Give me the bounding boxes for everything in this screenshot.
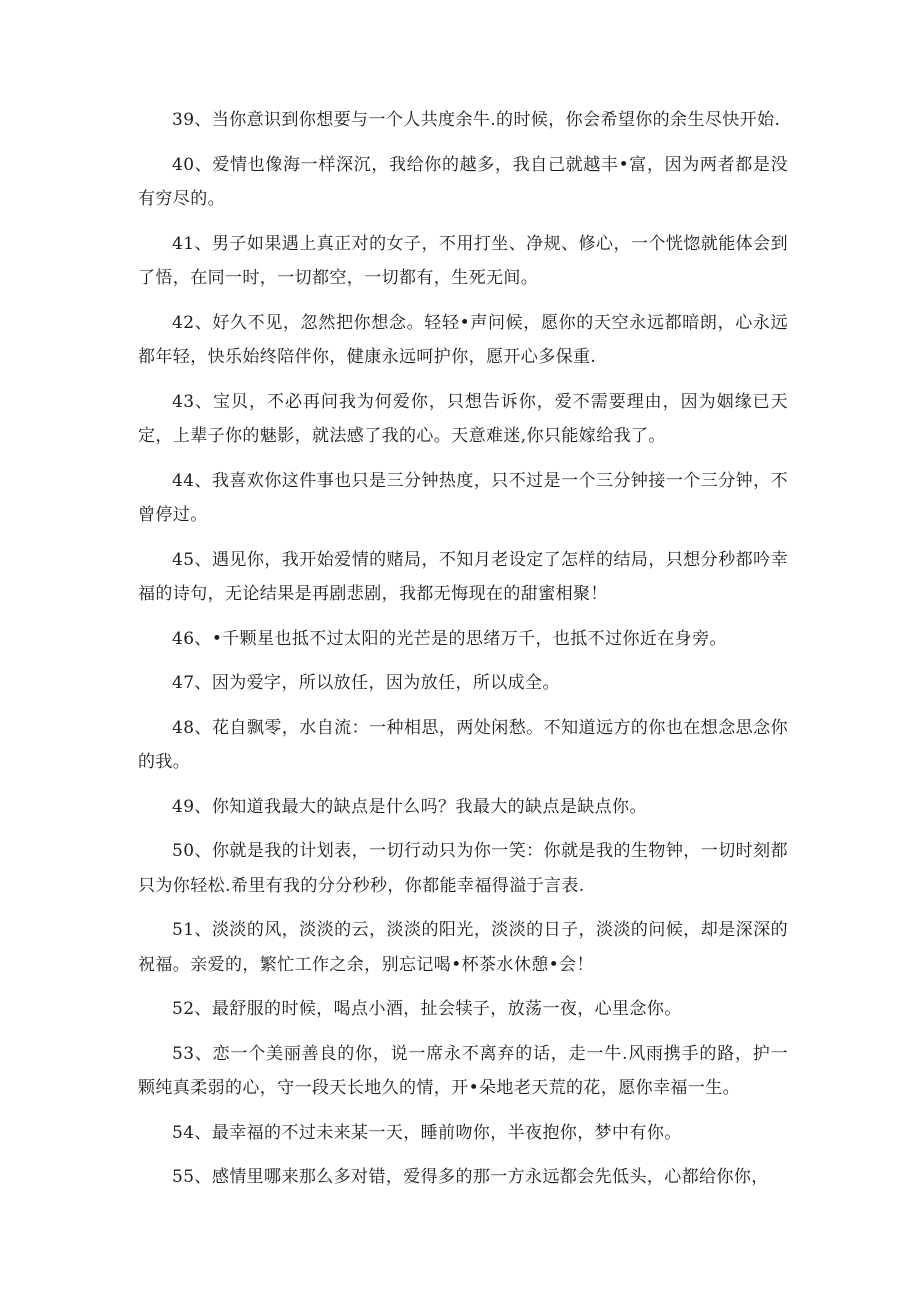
paragraph-46 — [138, 622, 788, 657]
paragraph-text: 当你意识到你想要与一个人共度余牛.的时候，你会希望你的余生尽快开始. — [211, 110, 781, 130]
paragraph-43 — [138, 385, 788, 454]
paragraph-text: 遇见你，我开始爱情的赌局，不知月老设定了怎样的结局，只想分秒都吟幸福的诗句，无论结果是再剧悲剧，我都无悔现在的甜蜜相聚！ — [138, 549, 788, 604]
paragraph-text: 爱情也像海一样深沉，我给你的越多，我自己就越丰•富，因为两者都是没有穷尽的。 — [138, 154, 788, 209]
paragraph-number: 41、 — [172, 233, 212, 254]
paragraph-52 — [138, 992, 788, 1027]
paragraph-51 — [138, 913, 788, 982]
paragraph-54 — [138, 1116, 788, 1151]
paragraph-55 — [138, 1160, 788, 1195]
paragraph-text: 花自飘零，水自流：一种相思，两处闲愁。不知道远方的你也在想念思念你的我。 — [138, 717, 788, 772]
paragraph-text: 感情里哪来那么多对错，爱得多的那一方永远都会先低头，心都给你你， — [211, 1167, 769, 1187]
paragraph-number: 40、 — [172, 154, 213, 175]
paragraph-text: 你就是我的计划表，一切行动只为你一笑：你就是我的生物钟，一切时刻都只为你轻松.希里有我的分分秒秒，你都能幸福得溢于言表. — [138, 841, 788, 896]
paragraph-45 — [138, 543, 788, 612]
paragraph-text: 最舒服的时候，喝点小酒，扯会犊子，放荡一夜，心里念你。 — [211, 999, 682, 1019]
paragraph-40 — [138, 148, 788, 217]
paragraph-number: 43、 — [172, 391, 214, 412]
paragraph-number: 49、 — [172, 796, 212, 817]
paragraph-42 — [138, 306, 788, 375]
paragraph-53 — [138, 1037, 788, 1106]
paragraph-number: 47、 — [172, 673, 212, 693]
paragraph-47 — [138, 666, 788, 701]
paragraph-number: 44、 — [172, 470, 212, 491]
paragraph-text: 我喜欢你这件事也只是三分钟热度，只不过是一个三分钟接一个三分钟，不曾停过。 — [138, 470, 788, 525]
paragraph-44 — [138, 464, 788, 533]
paragraph-text: •千颗星也抵不过太阳的光芒是的思绪万千，也抵不过你近在身旁。 — [211, 628, 727, 649]
paragraph-48 — [138, 711, 788, 780]
paragraph-text: 淡淡的风，淡淡的云，淡淡的阳光，淡淡的日子，淡淡的问候，却是深深的祝福。亲爱的，繁忙工作之余，别忘记喝•杯茶水休憩•会！ — [138, 920, 788, 975]
document-body — [138, 103, 788, 1205]
paragraph-text: 因为爱字，所以放任，因为放任，所以成全。 — [211, 673, 560, 693]
paragraph-number: 54、 — [172, 1122, 212, 1143]
paragraph-number: 52、 — [172, 999, 212, 1019]
paragraph-number: 45、 — [172, 549, 212, 570]
paragraph-number: 55、 — [172, 1167, 212, 1187]
paragraph-text: 男子如果遇上真正对的女子，不用打坐、净规、修心，一个恍惚就能体会到了悟，在同一时，一切都空，一切都有，生死无间。 — [138, 233, 788, 288]
paragraph-number: 39、 — [172, 110, 212, 130]
paragraph-39 — [138, 103, 788, 138]
paragraph-text: 恋一个美丽善良的你，说一席永不离弃的话，走一牛.风雨携手的路，护一颗纯真柔弱的心，守一段天长地久的情，开•朵地老天荒的花，愿你幸福一生。 — [138, 1043, 788, 1098]
paragraph-text: 你知道我最大的缺点是什么吗？我最大的缺点是缺点你。 — [211, 796, 647, 817]
paragraph-text: 最幸福的不过未来某一天，睡前吻你，半夜抱你，梦中有你。 — [211, 1122, 682, 1143]
paragraph-number: 46、 — [172, 628, 212, 649]
paragraph-number: 50、 — [172, 841, 212, 861]
paragraph-49 — [138, 790, 788, 825]
paragraph-number: 51、 — [172, 920, 212, 940]
paragraph-number: 42、 — [172, 312, 213, 333]
paragraph-number: 53、 — [172, 1043, 213, 1064]
paragraph-50 — [138, 834, 788, 903]
paragraph-text: 好久不见，忽然把你想念。轻轻•声问候，愿你的天空永远都暗朗，心永远都年轻，快乐始终陪伴你，健康永远呵护你，愿开心多保重. — [138, 312, 788, 367]
paragraph-text: 宝贝，不必再问我为何爱你，只想告诉你，爱不需要理由，因为姻缘已天定，上辈子你的魅影，就法感了我的心。天意难迷,你只能嫁给我了。 — [138, 391, 788, 446]
paragraph-41 — [138, 227, 788, 296]
paragraph-number: 48、 — [172, 717, 212, 738]
